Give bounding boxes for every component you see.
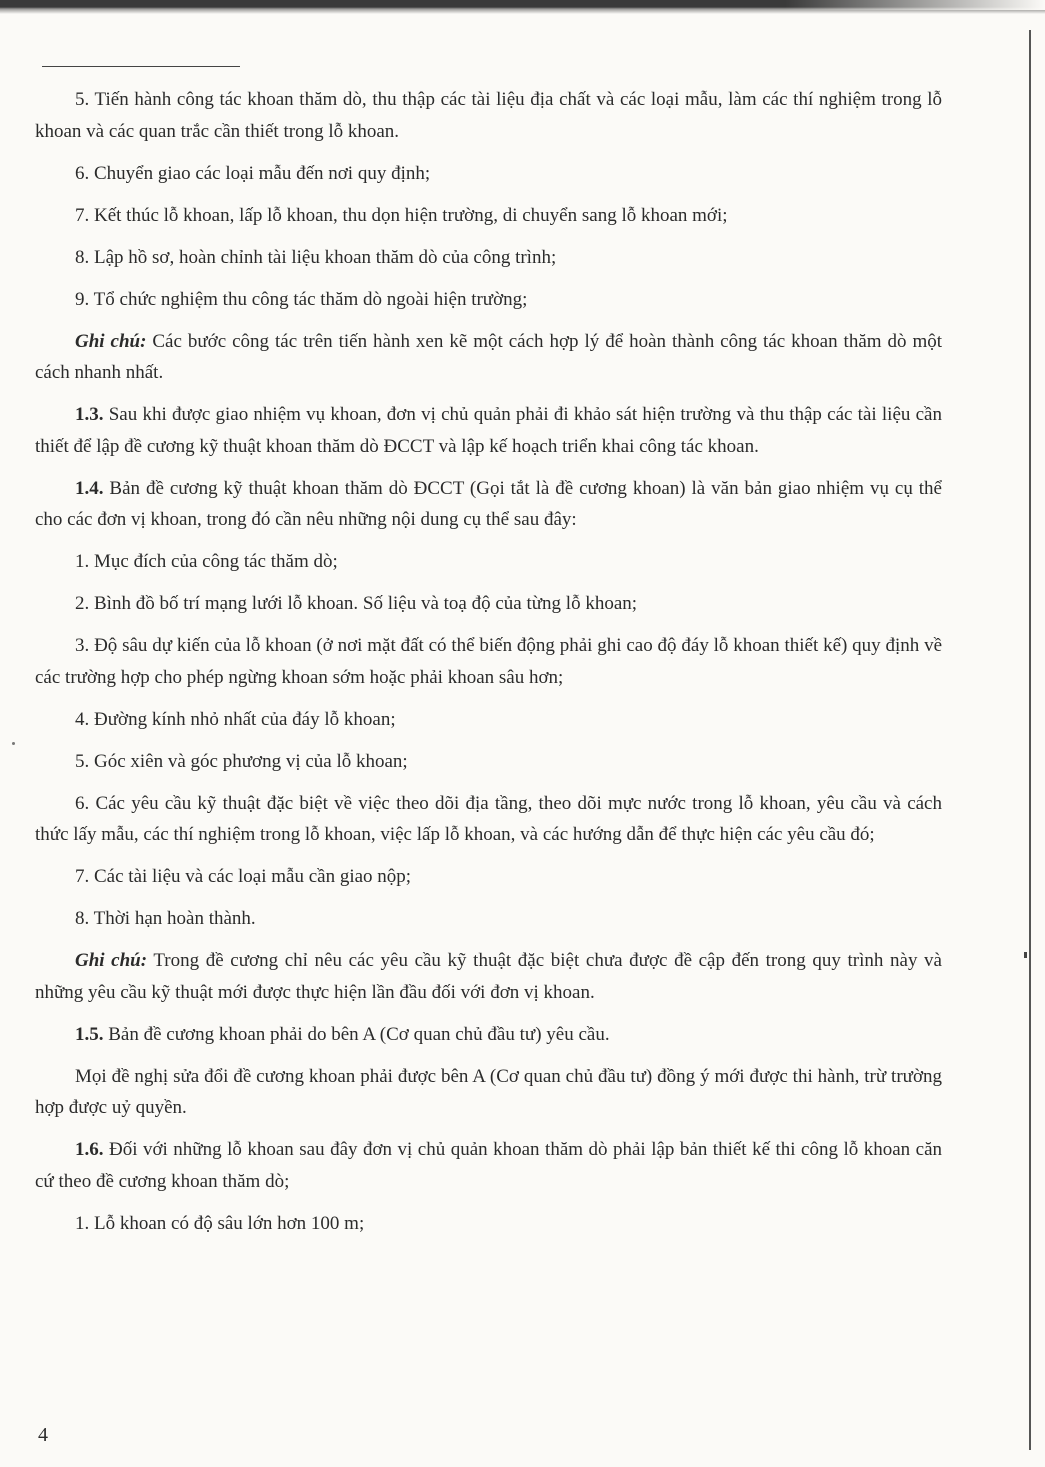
scan-speck [1024, 952, 1027, 958]
paragraph-note-2 [35, 945, 942, 1008]
paragraph-item-3: 3. Độ sâu dự kiến của lỗ khoan (ở nơi mặt đất có thể biến động phải ghi cao độ đáy lỗ khoan thiết kế) quy định về các trường hợp cho phép ngừng khoan sớm hoặc phải khoan sâu hơn; [35, 635, 942, 688]
paragraph-step-6: 6. Chuyển giao các loại mẫu đến nơi quy định; [75, 162, 431, 184]
note-text: Các bước công tác trên tiến hành xen kẽ một cách hợp lý để hoàn thành công tác khoan thăm dò một cách nhanh nhất. [35, 330, 942, 383]
section-text: Bản đề cương khoan phải do bên A (Cơ quan chủ đầu tư) yêu cầu. [103, 1023, 610, 1045]
paragraph-item-2: 2. Bình đồ bố trí mạng lưới lỗ khoan. Số liệu và toạ độ của từng lỗ khoan; [75, 593, 638, 614]
section-text: Sau khi được giao nhiệm vụ khoan, đơn vị chủ quản phải đi khảo sát hiện trường và thu thập các tài liệu cần thiết để lập đề cương kỹ thuật khoan thăm dò ĐCCT và lập kế hoạch triển khai công tác khoan. [35, 404, 942, 457]
paragraph-item-4: 4. Đường kính nhỏ nhất của đáy lỗ khoan; [75, 708, 396, 730]
paragraph-item-8: 8. Thời hạn hoàn thành. [75, 908, 256, 929]
scan-right-edge [1029, 30, 1031, 1450]
paragraph-section-1-4 [35, 473, 942, 536]
paragraph-step-8: 8. Lập hồ sơ, hoàn chỉnh tài liệu khoan thăm dò của công trình; [75, 246, 557, 268]
paragraph-item-1-depth: 1. Lỗ khoan có độ sâu lớn hơn 100 m; [75, 1212, 365, 1234]
paragraph-section-1-3 [35, 399, 942, 462]
paragraph-item-5: 5. Góc xiên và góc phương vị của lỗ khoan; [75, 750, 408, 772]
paragraph-section-1-6 [35, 1134, 942, 1197]
paragraph-item-1: 1. Mục đích của công tác thăm dò; [75, 551, 338, 572]
page-body [35, 84, 942, 1239]
section-text: Bản đề cương kỹ thuật khoan thăm dò ĐCCT (Gọi tắt là đề cương khoan) là văn bản giao nhiệm vụ cụ thể cho các đơn vị khoan, trong đó cần nêu những nội dung cụ thể sau đây: [35, 477, 942, 530]
paragraph-section-1-5 [35, 1019, 942, 1051]
section-text: Đối với những lỗ khoan sau đây đơn vị chủ quản khoan thăm dò phải lập bản thiết kế thi công lỗ khoan căn cứ theo đề cương khoan thăm dò; [35, 1139, 942, 1192]
section-number: 1.5. [75, 1023, 104, 1045]
paragraph-item-6: 6. Các yêu cầu kỹ thuật đặc biệt về việc theo dõi địa tầng, theo dõi mực nước trong lỗ khoan, yêu cầu và cách thức lấy mẫu, các thí nghiệm trong lỗ khoan, việc lấp lỗ khoan, và các hướng dẫn để thực hiện các yêu cầu đó; [35, 792, 942, 845]
paragraph-amendment: Mọi đề nghị sửa đổi đề cương khoan phải được bên A (Cơ quan chủ đầu tư) đồng ý mới được thi hành, trừ trường hợp được uỷ quyền. [35, 1065, 942, 1118]
note-label: Ghi chú: [75, 330, 147, 352]
paragraph-step-9: 9. Tổ chức nghiệm thu công tác thăm dò ngoài hiện trường; [75, 288, 528, 310]
scan-top-edge-fade [785, 0, 1045, 10]
paragraph-step-5: 5. Tiến hành công tác khoan thăm dò, thu thập các tài liệu địa chất và các loại mẫu, làm các thí nghiệm trong lỗ khoan và các quan trắc cần thiết trong lỗ khoan. [35, 89, 942, 142]
scan-speck-left [12, 742, 15, 745]
section-number: 1.4. [75, 477, 104, 499]
paragraph-step-7: 7. Kết thúc lỗ khoan, lấp lỗ khoan, thu dọn hiện trường, di chuyển sang lỗ khoan mới; [75, 204, 728, 226]
header-rule [42, 66, 240, 67]
paragraph-item-7: 7. Các tài liệu và các loại mẫu cần giao nộp; [75, 866, 412, 887]
page-number: 4 [38, 1424, 48, 1446]
note-text: Trong đề cương chỉ nêu các yêu cầu kỹ thuật đặc biệt chưa được đề cập đến trong quy trình này và những yêu cầu kỹ thuật mới được thực hiện lần đầu đối với đơn vị khoan. [35, 950, 942, 1003]
note-label: Ghi chú: [75, 950, 148, 971]
section-number: 1.3. [75, 404, 104, 425]
section-number: 1.6. [75, 1139, 104, 1160]
paragraph-note-1 [35, 326, 942, 389]
